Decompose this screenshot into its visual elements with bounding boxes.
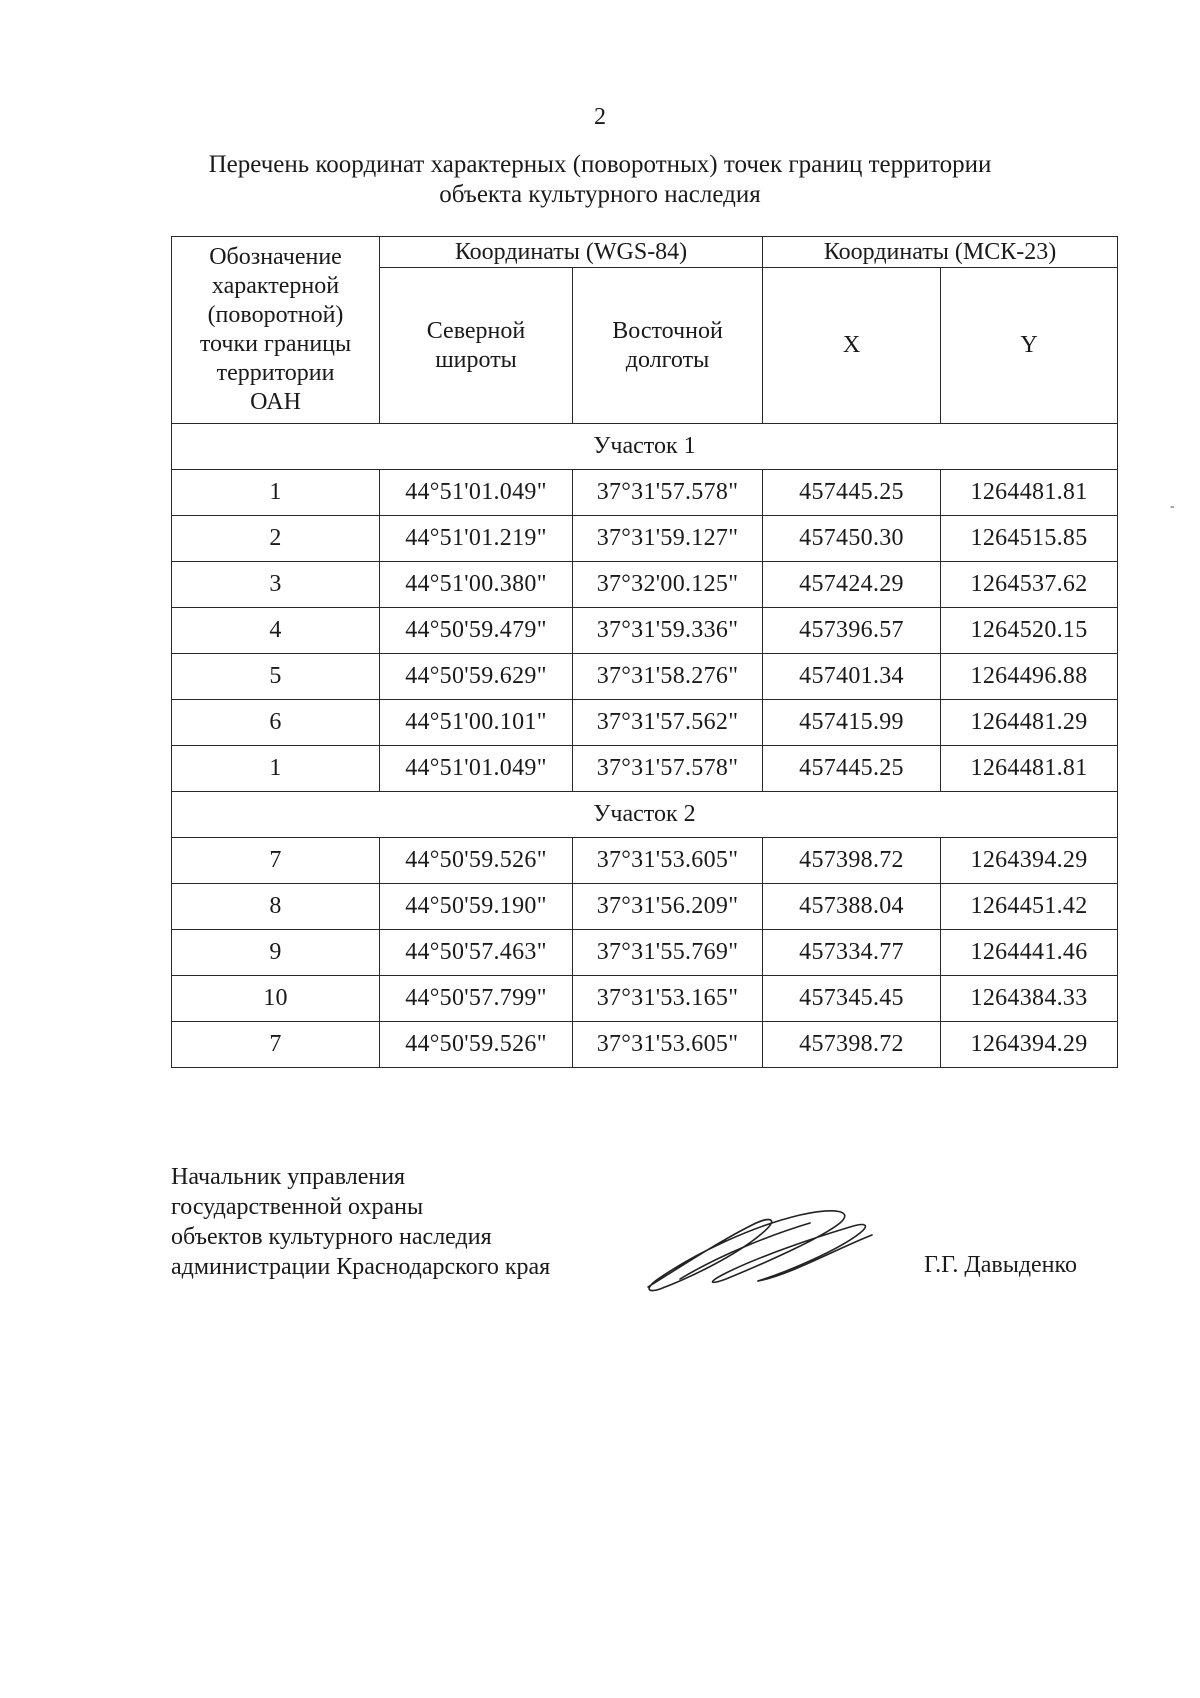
x-cell: 457424.29 — [763, 562, 941, 608]
latitude-header — [380, 268, 573, 424]
x-cell: 457345.45 — [763, 976, 941, 1022]
edge-mark: - — [1170, 499, 1175, 514]
longitude-cell: 37°31'59.336" — [573, 608, 763, 654]
point-cell: 9 — [172, 930, 380, 976]
x-cell: 457398.72 — [763, 838, 941, 884]
wgs84-group-header: Координаты (WGS-84) — [380, 237, 763, 268]
longitude-cell: 37°31'53.605" — [573, 838, 763, 884]
y-cell: 1264481.29 — [941, 700, 1118, 746]
signer-position-line: объектов культурного наследия — [171, 1224, 492, 1250]
coordinates-table — [171, 236, 1118, 1068]
page-number: 2 — [594, 104, 606, 130]
longitude-header-line: долготы — [625, 346, 710, 373]
signer-position-line: администрации Краснодарского края — [171, 1254, 551, 1280]
table-row — [172, 1022, 1118, 1068]
latitude-cell: 44°50'59.526" — [380, 1022, 573, 1068]
designation-header-line: характерной — [211, 273, 340, 299]
x-cell: 457388.04 — [763, 884, 941, 930]
point-cell: 1 — [172, 746, 380, 792]
coordinates-table-body — [172, 424, 1118, 1068]
latitude-header-line: Северной — [426, 317, 526, 344]
point-cell: 6 — [172, 700, 380, 746]
y-cell: 1264384.33 — [941, 976, 1118, 1022]
document-title-line: объекта культурного наследия — [439, 181, 761, 208]
designation-header-line: (поворотной) — [207, 302, 344, 328]
latitude-cell: 44°51'01.049" — [380, 746, 573, 792]
longitude-cell: 37°31'53.165" — [573, 976, 763, 1022]
x-cell: 457450.30 — [763, 516, 941, 562]
table-row — [172, 470, 1118, 516]
x-header: X — [763, 268, 941, 424]
latitude-cell: 44°50'59.190" — [380, 884, 573, 930]
section-label: Участок 2 — [172, 792, 1118, 838]
longitude-cell: 37°31'57.578" — [573, 470, 763, 516]
table-row — [172, 608, 1118, 654]
point-cell: 7 — [172, 838, 380, 884]
y-cell: 1264394.29 — [941, 1022, 1118, 1068]
table-row — [172, 746, 1118, 792]
longitude-cell: 37°32'00.125" — [573, 562, 763, 608]
latitude-cell: 44°50'57.799" — [380, 976, 573, 1022]
point-cell: 7 — [172, 1022, 380, 1068]
point-cell: 10 — [172, 976, 380, 1022]
signer-position-line: государственной охраны — [171, 1194, 424, 1220]
table-row — [172, 838, 1118, 884]
document-title-line: Перечень координат характерных (поворотных) точек границ территории — [208, 151, 992, 178]
latitude-header-line: широты — [435, 346, 517, 373]
designation-header-line: Обозначение — [209, 244, 342, 270]
latitude-cell: 44°51'00.380" — [380, 562, 573, 608]
x-cell: 457396.57 — [763, 608, 941, 654]
longitude-cell: 37°31'53.605" — [573, 1022, 763, 1068]
latitude-cell: 44°50'59.526" — [380, 838, 573, 884]
y-cell: 1264481.81 — [941, 470, 1118, 516]
y-cell: 1264394.29 — [941, 838, 1118, 884]
longitude-cell: 37°31'59.127" — [573, 516, 763, 562]
point-cell: 1 — [172, 470, 380, 516]
y-cell: 1264537.62 — [941, 562, 1118, 608]
y-cell: 1264520.15 — [941, 608, 1118, 654]
latitude-cell: 44°50'57.463" — [380, 930, 573, 976]
designation-header-line: точки границы — [199, 331, 352, 357]
point-cell: 2 — [172, 516, 380, 562]
latitude-cell: 44°50'59.479" — [380, 608, 573, 654]
table-row — [172, 654, 1118, 700]
point-cell: 4 — [172, 608, 380, 654]
table-row — [172, 976, 1118, 1022]
longitude-cell: 37°31'55.769" — [573, 930, 763, 976]
latitude-cell: 44°50'59.629" — [380, 654, 573, 700]
longitude-cell: 37°31'56.209" — [573, 884, 763, 930]
latitude-cell: 44°51'00.101" — [380, 700, 573, 746]
handwritten-signature-icon — [640, 1205, 880, 1295]
x-cell: 457401.34 — [763, 654, 941, 700]
section-row — [172, 792, 1118, 838]
designation-header-line: территории — [216, 360, 335, 386]
x-cell: 457445.25 — [763, 470, 941, 516]
signer-position — [171, 1162, 550, 1282]
latitude-cell: 44°51'01.219" — [380, 516, 573, 562]
longitude-header — [573, 268, 763, 424]
y-cell: 1264481.81 — [941, 746, 1118, 792]
table-row — [172, 516, 1118, 562]
y-cell: 1264451.42 — [941, 884, 1118, 930]
longitude-cell: 37°31'57.562" — [573, 700, 763, 746]
x-cell: 457445.25 — [763, 746, 941, 792]
longitude-header-line: Восточной — [612, 317, 723, 344]
msk23-group-header: Координаты (МСК-23) — [763, 237, 1118, 268]
y-cell: 1264515.85 — [941, 516, 1118, 562]
table-row — [172, 562, 1118, 608]
table-row — [172, 930, 1118, 976]
designation-header-line: ОАН — [250, 389, 301, 415]
longitude-cell: 37°31'57.578" — [573, 746, 763, 792]
point-cell: 8 — [172, 884, 380, 930]
x-cell: 457415.99 — [763, 700, 941, 746]
document-title — [100, 150, 1100, 210]
designation-header — [172, 237, 380, 424]
point-cell: 5 — [172, 654, 380, 700]
table-row — [172, 884, 1118, 930]
x-cell: 457334.77 — [763, 930, 941, 976]
longitude-cell: 37°31'58.276" — [573, 654, 763, 700]
signer-position-line: Начальник управления — [171, 1164, 406, 1190]
point-cell: 3 — [172, 562, 380, 608]
y-header: Y — [941, 268, 1118, 424]
signer-name: Г.Г. Давыденко — [924, 1252, 1077, 1278]
y-cell: 1264496.88 — [941, 654, 1118, 700]
table-row — [172, 700, 1118, 746]
latitude-cell: 44°51'01.049" — [380, 470, 573, 516]
x-cell: 457398.72 — [763, 1022, 941, 1068]
section-label: Участок 1 — [172, 424, 1118, 470]
y-cell: 1264441.46 — [941, 930, 1118, 976]
section-row — [172, 424, 1118, 470]
